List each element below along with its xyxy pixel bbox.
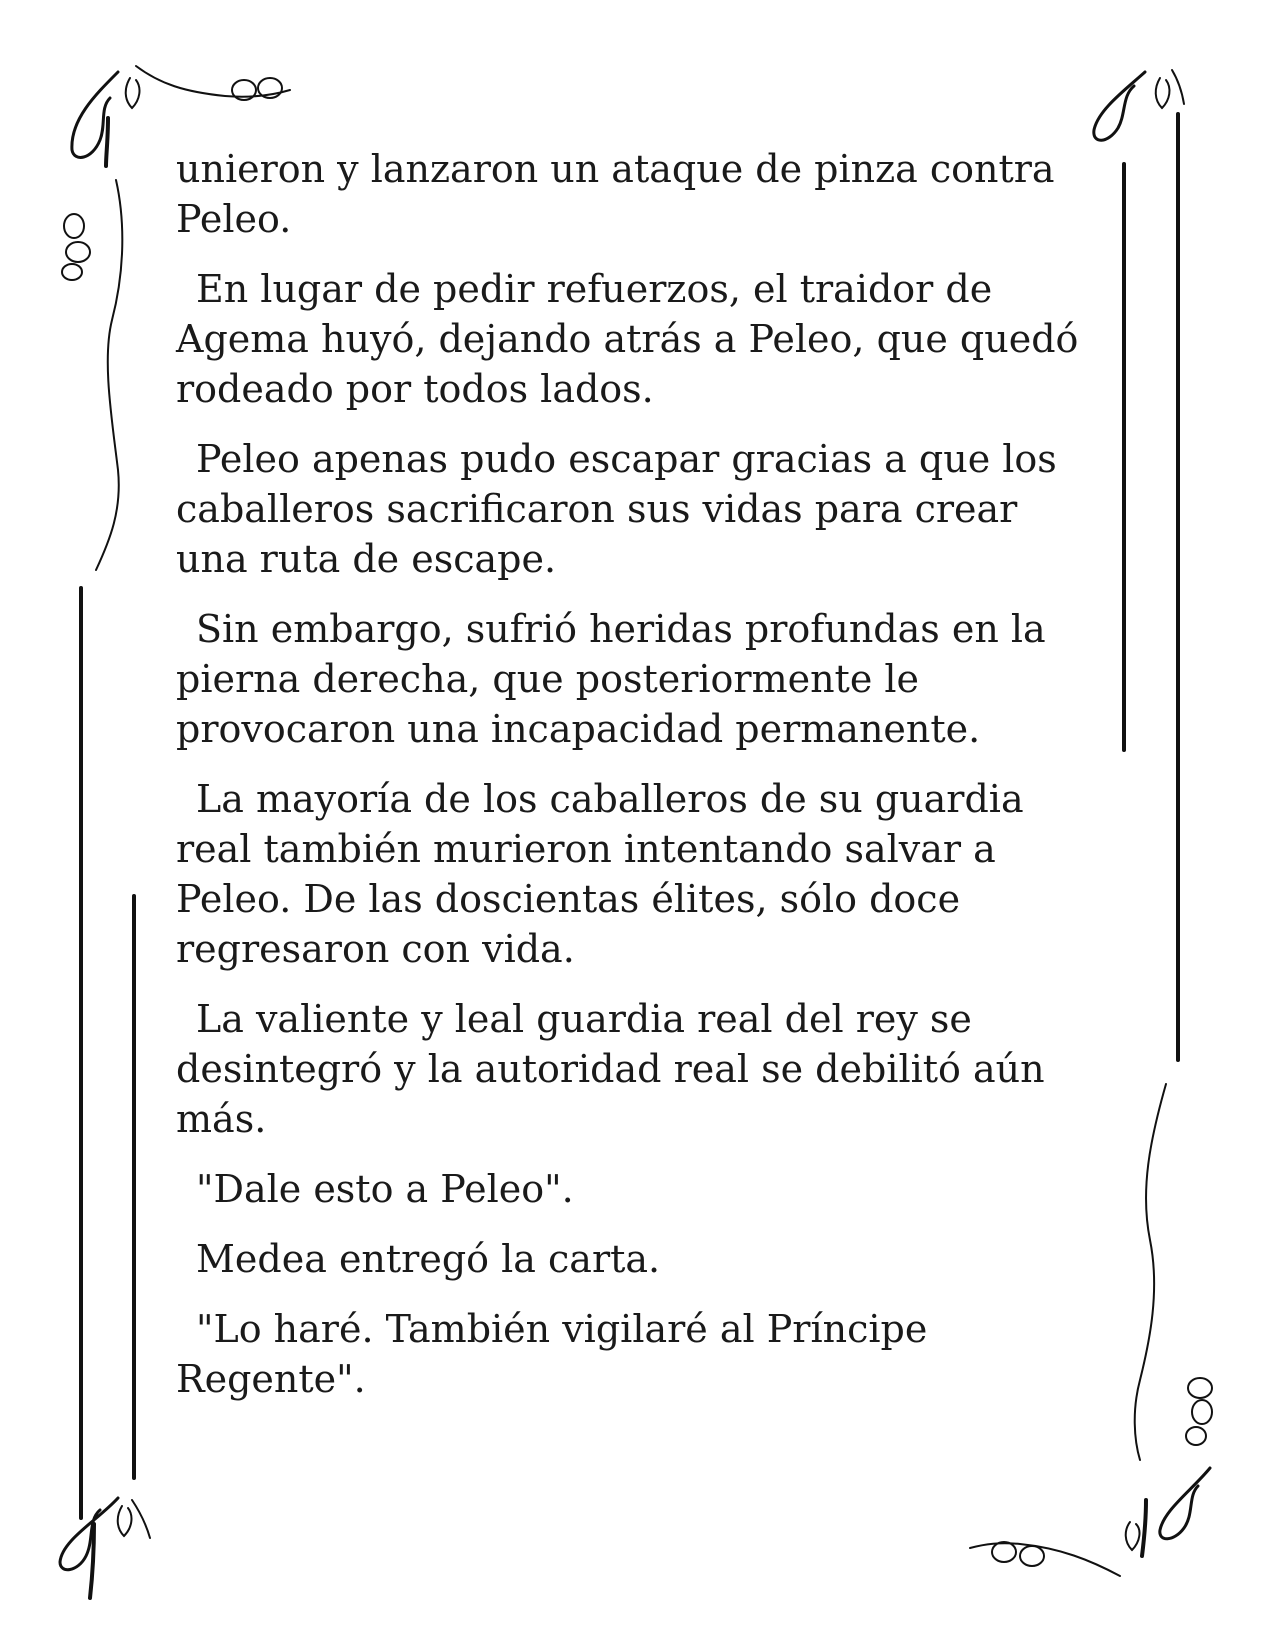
paragraph-1: unieron y lanzaron un ataque de pinza contra Peleo. [176,147,1055,241]
flourish-bottom-left [60,1498,150,1598]
paragraph-9: "Lo haré. También vigilaré al Príncipe Regente". [176,1307,928,1401]
paragraph-5: La mayoría de los caballeros de su guardia real también murieron intentando salvar a Peleo. De las doscientas élites, sólo doce regresaron con vida. [176,777,1024,971]
paragraph-4: Sin embargo, sufrió heridas profundas en la pierna derecha, que posteriormente le provocaron una incapacidad permanente. [176,607,1046,751]
paragraph-7: "Dale esto a Peleo". [196,1167,574,1211]
chapter-text [176,144,1096,1424]
paragraph-8: Medea entregó la carta. [196,1237,661,1281]
paragraph-2: En lugar de pedir refuerzos, el traidor de Agema huyó, dejando atrás a Peleo, que quedó rodeado por todos lados. [176,267,1079,411]
flourish-top-right [1094,70,1184,140]
paragraph-6: La valiente y leal guardia real del rey se desintegró y la autoridad real se debilitó aún más. [176,997,1045,1141]
paragraph-3: Peleo apenas pudo escapar gracias a que los caballeros sacrificaron sus vidas para crear una ruta de escape. [176,437,1057,581]
